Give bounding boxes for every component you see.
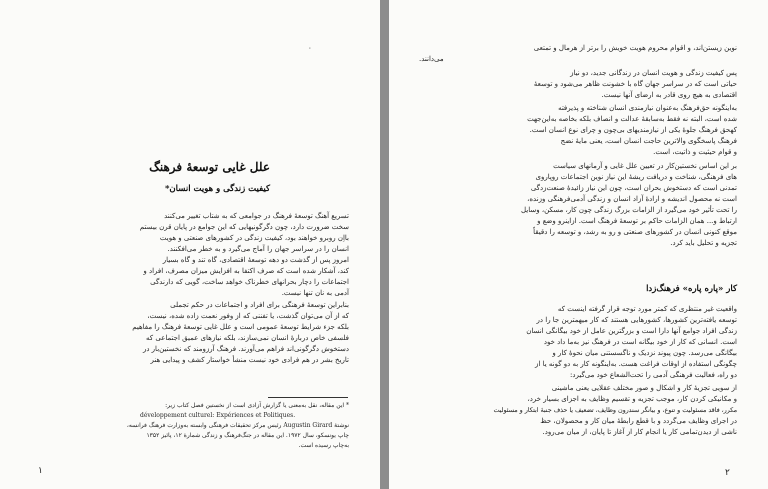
paragraph-line: تاریخ بشر در هم فرادی خود نیست منشأ خواستار کشف و پیدایی هنر [150, 356, 349, 364]
paragraph-line: موقع کنونی انسان در کشورهای صنعتی و رو به رشد، و توسعه را دقیقاً [533, 228, 737, 236]
paragraph-line: امروز پس از گذشت دو دهه توسعهٔ اقتصادی، گاه تند و گاه بسیار [162, 256, 349, 264]
paragraph-line: شده است، البته نه فقط به‌سابقهٔ عدالت و انصاف بلکه بخاصه به‌این‌جهت [527, 115, 737, 123]
paragraph-line: توسعه یافته‌ترین کشورها، کشورهایی هستند که کار میهمترین جا را در [536, 316, 737, 324]
paragraph-line: زندگی افراد جوامع آنها دارا است و بزرگترین عامل از خود بیگانگی انسان [526, 327, 737, 335]
paragraph-line: تمدنی است که دستخوش بحران است، چون این نیاز زائیدهٔ صنعت‌زدگی [530, 184, 737, 192]
paragraph-line: انسان را در سراسر جهان را آماج می‌گیرد و به خطر می‌افکنند. [167, 245, 349, 253]
page-number: ۲ [725, 468, 730, 478]
right-page [389, 0, 768, 489]
paragraph-line: است. انسانی که کار از خود بیگانه است در فرهنگ نیز به‌ما داد خود [543, 338, 737, 346]
paragraph-line: دستخوش دگرگونی‌اند فراهم می‌آورند. فرهنگ آرزومند که نخستین‌بار در [142, 345, 349, 353]
left-page [0, 0, 380, 489]
footnote-line: développement culturel: Expériences et Politiques. [140, 412, 296, 419]
page-subtitle: کیفیت زندگی و هویت انسان* [164, 184, 270, 194]
paragraph-line: به‌اینگونه حق‌فرهنگ به‌عنوان نیازمندی انسان شناخته و پذیرفته [558, 104, 737, 112]
paragraph-line: فرهنگ پاسخگوی والاترین حاجت انسان است، یعنی مایهٔ نضج [560, 137, 737, 145]
footnote-line: * این مقاله، نقل به‌معنی یا گزارش آزادی است از نخستین فصل کتاب زیر: [165, 402, 349, 409]
footnote-line: چاپ یونسکو، سال ۱۹۷۲. این مقاله در جنگ‌فرهنگ و زندگی شمارهٔ ۱۲، پائیز ۱۳۵۲ [146, 432, 349, 439]
paragraph-line: بلکه جزء شرایط توسعهٔ عمومی است و علل غایی توسعهٔ فرهنگ را مفاهیم [132, 323, 349, 331]
paragraph-line: اجتماعات را دچار بحرانهای خطرناک خواهد ساخت، گویی که دارندگی [150, 278, 349, 286]
top-marker: ۰ [308, 44, 312, 52]
paragraph-line: واقعیت غیر منتظری که کمتر مورد توجه قرار گرفته اینست که [557, 305, 737, 313]
paragraph-line: در اجرای وظایف می‌گردد و با قطع رابطهٔ میان کار و محصولان، حظ [540, 417, 737, 425]
paragraph-line: کند، آشکار شده است که صرف اکتفا به افزایش میزان مصرف، افراد و [143, 267, 349, 275]
paragraph-line: بیگانگی می‌رسد. چون پیوند نزدیک و ناگسستنی میان نحوهٔ کار و [552, 349, 737, 357]
paragraph-line: بنابراین توسعهٔ فرهنگی برای افراد و اجتماعات در حکم تجملی [170, 301, 349, 309]
section-heading: کار «پاره پاره» فرهنگ‌زدا [646, 284, 737, 294]
paragraph-line: پس کیفیت زندگی و هویت انسان در زندگانی جدید، دو نیاز [570, 69, 737, 77]
footnote-line: نوشتهٔ Augustin Girard رئیس مرکز تحقیقات فرهنگی وابسته به‌وزارت فرهنگ فرانسه، [126, 422, 349, 429]
paragraph-line: می‌دانند. [419, 55, 444, 63]
paragraph-line: مکرر، فاقد مسئولیت و تنوع، و بیانگر سندرون وظایف، تضعیف یا حذف جنبهٔ ابتکار و مسئولیت [493, 407, 737, 414]
paragraph-line: بااِن روبرو خواهند بود، کیفیت زندگی در کشورهای صنعتی و هویت [159, 234, 349, 242]
paragraph-line: تسریع آهنگ توسعهٔ فرهنگ در جوامعی که به شتاب تغییر می‌کنند [164, 212, 349, 220]
paragraph-line: که از آن می‌توان گذشت، یا تفننی که از وفور نعمت زاده شده، نیست، [147, 312, 349, 320]
paragraph-line: و مکانیکی کردن کار، موجب تجزیه و تقسیم وظایف به اجزای بسیار خرد، [527, 395, 737, 403]
paragraph-line: از سویی تجزیهٔ کار و اشکال و صور مختلف عقلایی یعنی ماشینی [551, 384, 737, 392]
paragraph-line: سخت ضرورت دارد، چون دگرگونیهایی که این جوامع در پایان قرن بیستم [139, 223, 349, 231]
paragraph-line: نوین زیستن‌اند، و اقوام محروم هویت خویش را برتر از هرمال و تمتعی [533, 44, 737, 52]
paragraph-line: های فرهنگی، شناخت و دریافت ریشهٔ این نیاز نوین اجتماعات روپاروی [535, 173, 737, 181]
paragraph-line: چگونگی استفاده از اوقات فراغت هست. به‌اینگونه کار به دو گونه یا از [535, 360, 737, 368]
paragraph-line: تجزیه و تحلیل باید کرد. [670, 239, 737, 247]
paragraph-line: حیاتی است که در سراسر جهان گاه با خشونت ظاهر می‌شود و توسعهٔ [533, 80, 737, 88]
page-gutter [380, 0, 389, 489]
paragraph-line: است نه محصول اندیشه و ارادهٔ آزاد انسان و زندگی آدمی‌فرهنگی وزنده، [527, 195, 737, 203]
footnote-rule [268, 397, 348, 398]
paragraph-line: اقتصادی به هیچ روی قادر به ارضای آنها نیست. [601, 91, 737, 99]
paragraph-line: ارتباط و... همان الزامات حاکم بر توسعهٔ فرهنگ است. ازاینرو وضع و [537, 217, 737, 225]
paragraph-line: کهحق فرهنگ جلوهٔ یکی از نیازمندیهای بی‌چون و چرای نوع انسان است. [529, 126, 737, 134]
paragraph-line: آدمی به نان تنها نیست. [281, 289, 349, 297]
page-title: علل غایی توسعهٔ فرهنگ [149, 160, 270, 174]
paragraph-line: دو راه، فعالیت فرهنگی آدمی را تحت‌الشعاع خود می‌گیرد: [570, 371, 737, 379]
paragraph-line: ناشی از دیدن‌تمامی کار یا انجام کار از آغاز تا پایان، از میان می‌رود. [542, 428, 737, 436]
paragraph-line: و قوام حیثیت و ذاتیت، است. [653, 148, 737, 156]
paragraph-line: بر این اساس نخستین‌کار در تعیین علل غایی و آرمانهای سیاست [553, 162, 737, 170]
footnote-line: به‌چاپ رسیده است. [298, 442, 349, 449]
paragraph-line: را تحت تأثیر خود می‌گیرد از الزامات بزرگ زندگی چون کار، مسکن، وسایل [520, 206, 737, 214]
page-number: ۱ [38, 466, 43, 476]
paragraph-line: فلسفی خاص دربارهٔ انسان نمی‌سازند، بلکه نیازهای عمیق اجتماعی که [146, 334, 349, 342]
